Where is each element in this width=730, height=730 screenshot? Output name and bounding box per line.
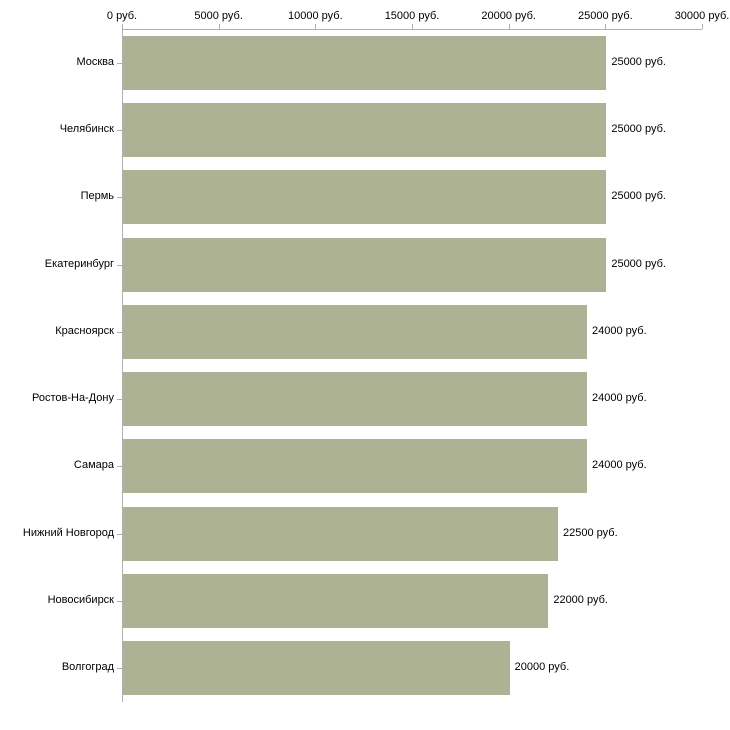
category-label: Красноярск <box>55 324 114 337</box>
chart-row <box>0 366 730 433</box>
bar-value-label: 24000 руб. <box>592 459 647 472</box>
bar[interactable] <box>123 439 587 493</box>
x-tick-label: 30000 руб. <box>674 10 730 22</box>
chart-row <box>0 96 730 163</box>
bar[interactable] <box>123 36 606 90</box>
bar[interactable] <box>123 103 606 157</box>
category-label: Новосибирск <box>47 594 114 607</box>
chart-row <box>0 567 730 634</box>
chart-row <box>0 298 730 365</box>
bar[interactable] <box>123 305 587 359</box>
category-label: Пермь <box>80 190 114 203</box>
bar-value-label: 25000 руб. <box>611 257 666 270</box>
x-tick-label: 20000 руб. <box>481 10 536 22</box>
y-tick-mark <box>117 466 122 467</box>
category-label: Москва <box>76 55 114 68</box>
y-tick-mark <box>117 332 122 333</box>
x-tick-label: 25000 руб. <box>578 10 633 22</box>
bar[interactable] <box>123 372 587 426</box>
chart-row <box>0 164 730 231</box>
y-tick-mark <box>117 265 122 266</box>
y-tick-mark <box>117 63 122 64</box>
chart-row <box>0 433 730 500</box>
bar[interactable] <box>123 641 510 695</box>
x-tick-label: 0 руб. <box>106 10 138 22</box>
category-label: Самара <box>73 459 114 472</box>
chart-row <box>0 500 730 567</box>
y-tick-mark <box>117 601 122 602</box>
category-label: Нижний Новгород <box>22 526 114 539</box>
chart-row <box>0 29 730 96</box>
bar[interactable] <box>123 170 606 224</box>
chart-row <box>0 231 730 298</box>
y-tick-mark <box>117 399 122 400</box>
bar-value-label: 25000 руб. <box>611 190 666 203</box>
bar-value-label: 24000 руб. <box>592 392 647 405</box>
category-label: Ростов-На-Дону <box>31 392 114 405</box>
category-label: Екатеринбург <box>44 257 114 270</box>
bar-value-label: 22000 руб. <box>553 594 608 607</box>
category-label: Волгоград <box>61 661 114 674</box>
bar-value-label: 25000 руб. <box>611 122 666 135</box>
y-tick-mark <box>117 197 122 198</box>
bar[interactable] <box>123 574 548 628</box>
x-tick-label: 15000 руб. <box>384 10 440 22</box>
x-tick-label: 10000 руб. <box>288 10 343 22</box>
y-tick-mark <box>117 534 122 535</box>
bar-value-label: 24000 руб. <box>592 324 647 337</box>
bar-value-label: 22500 руб. <box>563 526 618 539</box>
y-tick-mark <box>117 130 122 131</box>
chart-row <box>0 635 730 702</box>
category-label: Челябинск <box>59 122 114 135</box>
x-tick-label: 5000 руб. <box>194 10 243 22</box>
bar-value-label: 20000 руб. <box>514 661 570 674</box>
y-tick-mark <box>117 668 122 669</box>
bar[interactable] <box>123 238 606 292</box>
bar-value-label: 25000 руб. <box>611 55 666 68</box>
bar[interactable] <box>123 507 558 561</box>
